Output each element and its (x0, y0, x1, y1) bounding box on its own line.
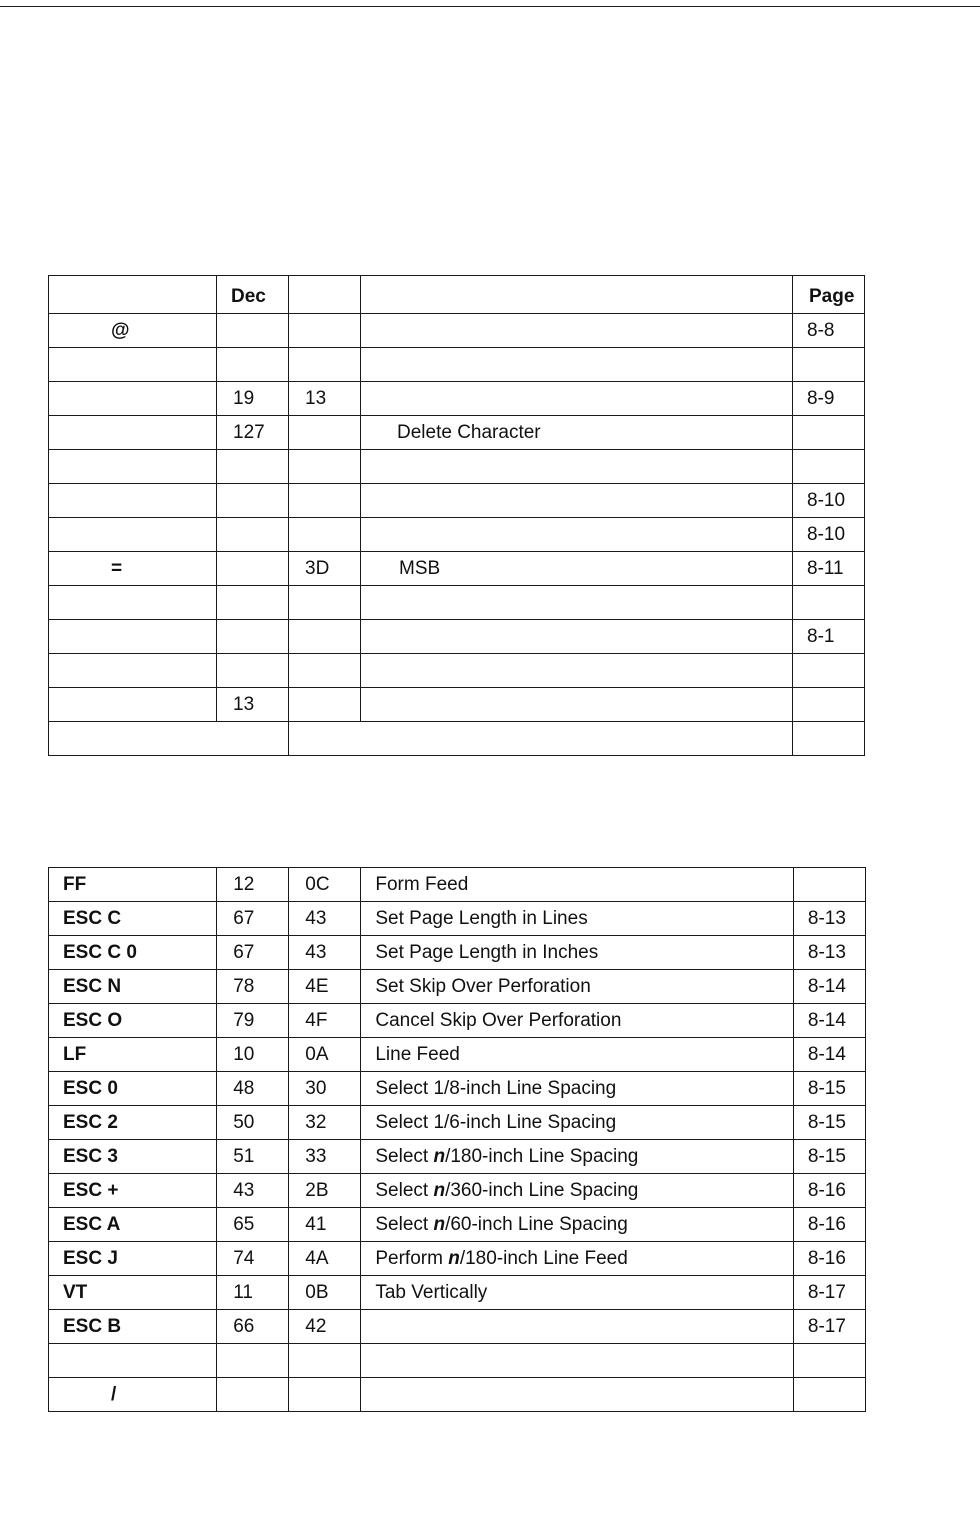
table-row (49, 484, 865, 518)
hex-cell (289, 484, 361, 518)
table-row (49, 416, 865, 450)
command-cell: VT (49, 1276, 217, 1310)
dec-cell (217, 450, 289, 484)
description-cell (361, 518, 793, 552)
table-row (49, 314, 865, 348)
footer-description (289, 722, 793, 756)
hex-cell: 4F (289, 1004, 361, 1038)
page-cell (793, 450, 865, 484)
table-row (49, 1004, 866, 1038)
dec-cell (217, 314, 289, 348)
command-cell: ESC 0 (49, 1072, 217, 1106)
page-cell: 8-14 (793, 1038, 865, 1072)
description-variable: n (433, 1213, 446, 1235)
hex-cell: 41 (289, 1208, 361, 1242)
hex-cell: 13 (289, 382, 361, 416)
hex-cell (289, 314, 361, 348)
dec-cell (217, 1344, 289, 1378)
command-cell (49, 688, 217, 722)
command-cell (49, 484, 217, 518)
hex-cell: 4A (289, 1242, 361, 1276)
hex-cell (289, 620, 361, 654)
description-cell (361, 382, 793, 416)
description-cell (361, 1310, 794, 1344)
hex-cell: 0B (289, 1276, 361, 1310)
top-rule (0, 6, 980, 7)
command-cell: ESC O (49, 1004, 217, 1038)
description-cell (361, 1378, 794, 1412)
page-cell: 8-10 (793, 518, 865, 552)
dec-cell: 48 (217, 1072, 289, 1106)
description-cell: Delete Character (361, 416, 793, 450)
description-cell (361, 1344, 794, 1378)
footer-left (49, 722, 289, 756)
dec-cell: 50 (217, 1106, 289, 1140)
page-cell: 8-17 (793, 1310, 865, 1344)
description-variable: n (433, 1145, 446, 1167)
table-row (49, 902, 866, 936)
hex-cell: 30 (289, 1072, 361, 1106)
dec-cell: 67 (217, 936, 289, 970)
hex-cell: 32 (289, 1106, 361, 1140)
description-suffix: /180-inch Line Feed (459, 1247, 628, 1269)
hex-cell (289, 654, 361, 688)
description-cell (361, 450, 793, 484)
command-cell (49, 654, 217, 688)
hex-cell: 3D (289, 552, 361, 586)
dec-cell: 78 (217, 970, 289, 1004)
page-cell (793, 868, 865, 902)
table-row (49, 1140, 866, 1174)
description-cell (361, 1242, 794, 1276)
page-cell: 8-10 (793, 484, 865, 518)
page-cell: 8-13 (793, 936, 865, 970)
description-cell (361, 688, 793, 722)
command-cell: = (49, 552, 217, 586)
table-row (49, 1378, 866, 1412)
description-cell: Cancel Skip Over Perforation (361, 1004, 794, 1038)
hex-cell (289, 1344, 361, 1378)
page-cell: 8-8 (793, 314, 865, 348)
page-cell: 8-15 (793, 1072, 865, 1106)
table-row (49, 654, 865, 688)
page-cell (793, 654, 865, 688)
dec-cell: 65 (217, 1208, 289, 1242)
page-cell: 8-16 (793, 1174, 865, 1208)
description-cell (361, 484, 793, 518)
dec-cell (217, 552, 289, 586)
page-cell (793, 416, 865, 450)
command-cell (49, 416, 217, 450)
footer-page (793, 722, 865, 756)
hex-cell (289, 348, 361, 382)
table-row (49, 1310, 866, 1344)
description-suffix: /60-inch Line Spacing (445, 1213, 628, 1235)
page-cell: 8-15 (793, 1106, 865, 1140)
description-cell: Set Page Length in Lines (361, 902, 794, 936)
description-cell (361, 348, 793, 382)
table-row (49, 868, 866, 902)
command-cell (49, 348, 217, 382)
page-cell: 8-1 (793, 620, 865, 654)
dec-cell: 13 (217, 688, 289, 722)
table-row (49, 1038, 866, 1072)
dec-cell: 12 (217, 868, 289, 902)
table-row (49, 552, 865, 586)
table-footer (49, 722, 865, 756)
dec-cell (217, 518, 289, 552)
description-cell (361, 1208, 794, 1242)
table-row (49, 382, 865, 416)
dec-cell: 43 (217, 1174, 289, 1208)
page-cell: 8-14 (793, 970, 865, 1004)
dec-cell (217, 586, 289, 620)
page-cell (793, 1378, 865, 1412)
dec-cell: 66 (217, 1310, 289, 1344)
hex-cell (289, 450, 361, 484)
description-cell (361, 1140, 794, 1174)
dec-cell: 10 (217, 1038, 289, 1072)
dec-cell: 67 (217, 902, 289, 936)
dec-cell (217, 620, 289, 654)
description-cell: Select 1/6-inch Line Spacing (361, 1106, 794, 1140)
description-suffix: /360-inch Line Spacing (445, 1179, 639, 1201)
table-row (49, 586, 865, 620)
command-cell: @ (49, 314, 217, 348)
table-row (49, 1174, 866, 1208)
description-cell (361, 1174, 794, 1208)
table-row (49, 620, 865, 654)
table-row (49, 936, 866, 970)
page-cell: 8-16 (793, 1208, 865, 1242)
page-cell: 8-17 (793, 1276, 865, 1310)
command-cell (49, 382, 217, 416)
description-prefix: Perform (375, 1247, 449, 1269)
page-cell (793, 688, 865, 722)
description-cell: Set Skip Over Perforation (361, 970, 794, 1004)
table-row (49, 1344, 866, 1378)
command-cell: ESC B (49, 1310, 217, 1344)
page-cell: 8-13 (793, 902, 865, 936)
table-row (49, 970, 866, 1004)
dec-cell: 127 (217, 416, 289, 450)
dec-cell: 51 (217, 1140, 289, 1174)
description-cell (361, 586, 793, 620)
hex-cell: 0A (289, 1038, 361, 1072)
command-cell: ESC A (49, 1208, 217, 1242)
hex-cell: 43 (289, 936, 361, 970)
table-row (49, 1106, 866, 1140)
hex-cell (289, 688, 361, 722)
hex-cell: 42 (289, 1310, 361, 1344)
dec-cell: 11 (217, 1276, 289, 1310)
command-cell: FF (49, 868, 217, 902)
command-cell: LF (49, 1038, 217, 1072)
description-cell: Set Page Length in Inches (361, 936, 794, 970)
command-cell: ESC C 0 (49, 936, 217, 970)
command-cell: ESC 2 (49, 1106, 217, 1140)
description-variable: n (433, 1179, 446, 1201)
description-cell (361, 620, 793, 654)
description-cell (361, 314, 793, 348)
hex-cell (289, 518, 361, 552)
command-cell: ESC N (49, 970, 217, 1004)
dec-cell: 79 (217, 1004, 289, 1038)
table-row (49, 688, 865, 722)
header-command (49, 276, 217, 314)
description-prefix: Select (375, 1179, 434, 1201)
hex-cell (289, 586, 361, 620)
command-table-1 (48, 275, 865, 756)
description-cell: Select 1/8-inch Line Spacing (361, 1072, 794, 1106)
command-table-2 (48, 867, 866, 1412)
table-row (49, 518, 865, 552)
command-cell (49, 450, 217, 484)
page-cell: 8-9 (793, 382, 865, 416)
table-row (49, 1072, 866, 1106)
header-description (361, 276, 793, 314)
command-cell: ESC C (49, 902, 217, 936)
page-cell (793, 1344, 865, 1378)
dec-cell (217, 654, 289, 688)
description-cell: Form Feed (361, 868, 794, 902)
table-row (49, 1276, 866, 1310)
dec-cell (217, 348, 289, 382)
description-cell: Line Feed (361, 1038, 794, 1072)
table-row (49, 450, 865, 484)
description-variable: n (448, 1247, 460, 1269)
page-cell (793, 586, 865, 620)
hex-cell: 4E (289, 970, 361, 1004)
dec-cell: 74 (217, 1242, 289, 1276)
header-dec: Dec (217, 276, 289, 314)
command-cell: ESC J (49, 1242, 217, 1276)
page-cell: 8-11 (793, 552, 865, 586)
table-header (49, 276, 865, 314)
description-suffix: /180-inch Line Spacing (445, 1145, 639, 1167)
command-cell (49, 518, 217, 552)
dec-cell (217, 1378, 289, 1412)
page-cell (793, 348, 865, 382)
hex-cell: 0C (289, 868, 361, 902)
header-page: Page (793, 276, 865, 314)
hex-cell (289, 1378, 361, 1412)
command-cell: ESC 3 (49, 1140, 217, 1174)
hex-cell: 33 (289, 1140, 361, 1174)
description-prefix: Select (375, 1145, 434, 1167)
description-cell (361, 654, 793, 688)
hex-cell (289, 416, 361, 450)
table-row (49, 1208, 866, 1242)
header-hex (289, 276, 361, 314)
command-cell: ESC + (49, 1174, 217, 1208)
page-cell: 8-15 (793, 1140, 865, 1174)
command-cell (49, 620, 217, 654)
dec-cell (217, 484, 289, 518)
command-cell: / (49, 1378, 217, 1412)
description-cell: MSB (361, 552, 793, 586)
table-row (49, 348, 865, 382)
description-cell: Tab Vertically (361, 1276, 794, 1310)
hex-cell: 43 (289, 902, 361, 936)
command-cell (49, 586, 217, 620)
hex-cell: 2B (289, 1174, 361, 1208)
description-prefix: Select (375, 1213, 434, 1235)
command-cell (49, 1344, 217, 1378)
page-cell: 8-16 (793, 1242, 865, 1276)
page-cell: 8-14 (793, 1004, 865, 1038)
dec-cell: 19 (217, 382, 289, 416)
table-row (49, 1242, 866, 1276)
